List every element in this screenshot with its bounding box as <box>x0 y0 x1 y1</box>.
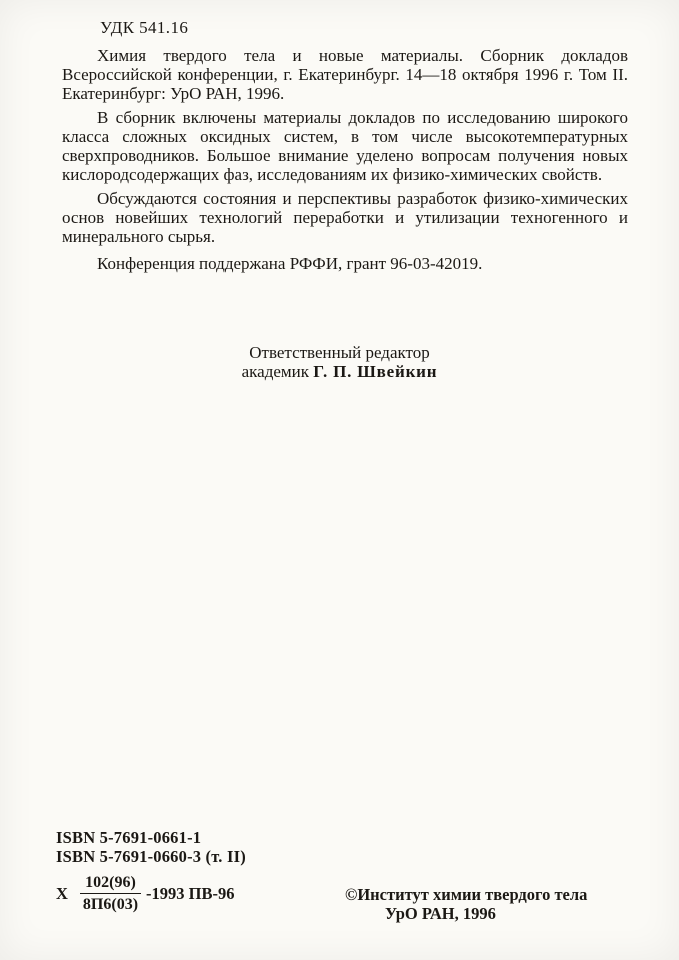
responsible-editor-block <box>0 343 679 381</box>
editor-name: Г. П. Швейкин <box>313 362 438 381</box>
isbn-block <box>56 828 246 866</box>
isbn-line-1: ISBN 5-7691-0661-1 <box>56 828 202 847</box>
copyright-line-1: ©Институт химии твердого тела <box>345 885 588 904</box>
abstract-paragraph-1: В сборник включены материалы докладов по исследованию широкого класса сложных оксидных систем, в том числе высокотемпературных сверхпроводников. Большое внимание уделено вопросам получения новых кислородсодержащих фаз, исследованиям их физико-химических свойств. <box>62 108 628 184</box>
responsible-editor-line <box>0 362 679 381</box>
annotation-text-block <box>62 46 628 278</box>
classification-prefix: Х <box>56 883 68 903</box>
editor-rank: академик <box>241 362 314 381</box>
bibliographic-record: Химия твердого тела и новые материалы. Сборник докладов Всероссийской конференции, г. Екатеринбург. 14—18 октября 1996 г. Том II. Екатеринбург: УрО РАН, 1996. <box>62 46 628 103</box>
copyright-block <box>345 885 587 923</box>
library-classification-mark <box>56 873 235 914</box>
grant-acknowledgement: Конференция поддержана РФФИ, грант 96-03-42019. <box>97 254 483 273</box>
classification-fraction <box>78 873 143 914</box>
copyright-line-2: УрО РАН, 1996 <box>385 904 496 923</box>
abstract-paragraph-2: Обсуждаются состояния и перспективы разработок физико-химических основ новейших технологий переработки и утилизации техногенного и минерального сырья. <box>62 189 628 246</box>
responsible-editor-label: Ответственный редактор <box>249 343 430 362</box>
udk-classification-number: УДК 541.16 <box>100 18 189 37</box>
classification-numerator: 102(96) <box>80 873 141 894</box>
classification-denominator: 8П6(03) <box>82 896 139 913</box>
isbn-line-2: ISBN 5-7691-0660-3 (т. II) <box>56 847 246 866</box>
classification-suffix: -1993 ПВ-96 <box>146 883 235 903</box>
